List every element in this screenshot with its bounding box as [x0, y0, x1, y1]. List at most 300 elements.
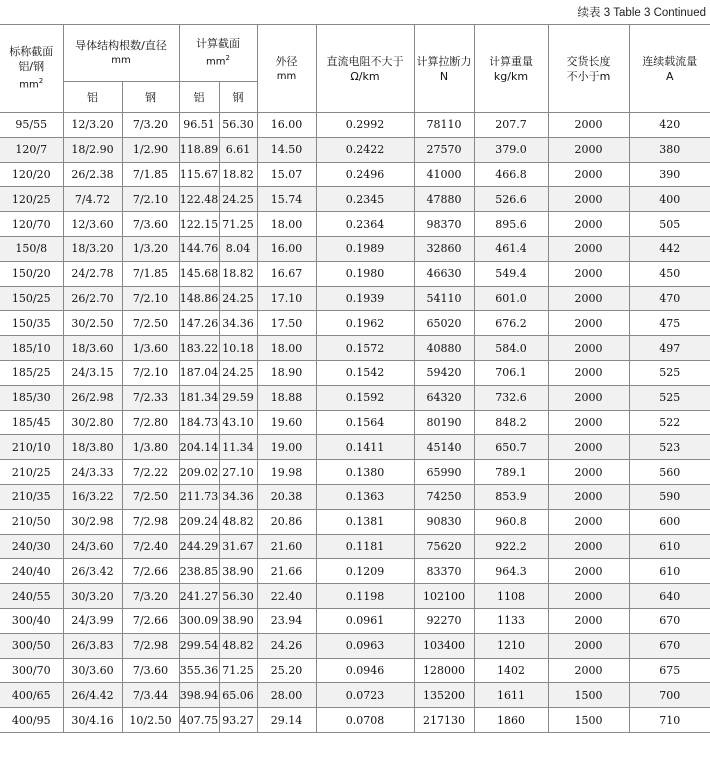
- cell-ampacity: 610: [629, 534, 710, 559]
- cell-tensile: 27570: [414, 137, 474, 162]
- cell-structure-al: 16/3.22: [63, 484, 122, 509]
- cell-diameter: 16.67: [257, 261, 316, 286]
- cell-delivery: 2000: [548, 137, 629, 162]
- cell-area-al: 238.85: [179, 559, 219, 584]
- header-calc-area: [179, 25, 257, 82]
- cell-weight: 1611: [474, 683, 548, 708]
- cell-diameter: 28.00: [257, 683, 316, 708]
- cell-delivery: 2000: [548, 410, 629, 435]
- cell-diameter: 19.98: [257, 460, 316, 485]
- cell-structure-steel: 7/3.60: [122, 658, 179, 683]
- cell-section: 120/70: [0, 212, 63, 237]
- header-resistance-unit: Ω/km: [350, 69, 380, 83]
- cell-structure-steel: 7/2.50: [122, 311, 179, 336]
- table-row: [0, 311, 710, 336]
- cell-ampacity: 675: [629, 658, 710, 683]
- cell-structure-steel: 7/2.10: [122, 360, 179, 385]
- cell-ampacity: 450: [629, 261, 710, 286]
- cell-resistance: 0.1939: [316, 286, 414, 311]
- cell-structure-al: 26/2.70: [63, 286, 122, 311]
- cell-resistance: 0.2364: [316, 212, 414, 237]
- cell-weight: 964.3: [474, 559, 548, 584]
- cell-structure-al: 30/2.98: [63, 509, 122, 534]
- cell-ampacity: 700: [629, 683, 710, 708]
- header-structure: [63, 25, 179, 82]
- cell-structure-al: 26/3.42: [63, 559, 122, 584]
- cell-weight: 1860: [474, 708, 548, 733]
- cell-resistance: 0.0961: [316, 608, 414, 633]
- cell-diameter: 16.00: [257, 236, 316, 261]
- cell-resistance: 0.1572: [316, 336, 414, 361]
- cell-tensile: 47880: [414, 187, 474, 212]
- cell-diameter: 14.50: [257, 137, 316, 162]
- header-calc-area-label: 计算截面: [196, 37, 240, 51]
- cell-area-al: 204.14: [179, 435, 219, 460]
- cell-section: 210/50: [0, 509, 63, 534]
- cell-structure-al: 26/2.38: [63, 162, 122, 187]
- cell-diameter: 18.00: [257, 212, 316, 237]
- cell-structure-steel: 1/2.90: [122, 137, 179, 162]
- cell-structure-steel: 7/2.40: [122, 534, 179, 559]
- cell-structure-al: 30/3.20: [63, 584, 122, 609]
- header-tensile: [414, 25, 474, 113]
- cell-tensile: 135200: [414, 683, 474, 708]
- cell-structure-al: 18/2.90: [63, 137, 122, 162]
- table-row: [0, 410, 710, 435]
- cell-section: 120/20: [0, 162, 63, 187]
- cell-resistance: 0.1380: [316, 460, 414, 485]
- cell-tensile: 92270: [414, 608, 474, 633]
- cell-area-al: 355.36: [179, 658, 219, 683]
- cell-section: 210/10: [0, 435, 63, 460]
- cell-area-steel: 24.25: [219, 360, 257, 385]
- table-row: [0, 360, 710, 385]
- cell-resistance: 0.1542: [316, 360, 414, 385]
- cell-section: 300/40: [0, 608, 63, 633]
- header-delivery: [548, 25, 629, 113]
- cell-section: 240/30: [0, 534, 63, 559]
- cell-delivery: 2000: [548, 360, 629, 385]
- cell-structure-steel: 7/3.44: [122, 683, 179, 708]
- cell-resistance: 0.1381: [316, 509, 414, 534]
- cell-delivery: 2000: [548, 385, 629, 410]
- cell-structure-steel: 7/2.10: [122, 187, 179, 212]
- cell-tensile: 74250: [414, 484, 474, 509]
- cell-structure-al: 7/4.72: [63, 187, 122, 212]
- cell-area-steel: 24.25: [219, 286, 257, 311]
- header-calc-area-al: 铝: [179, 82, 219, 113]
- cell-delivery: 2000: [548, 584, 629, 609]
- table-row: [0, 460, 710, 485]
- header-weight-unit: kg/km: [493, 69, 529, 83]
- cell-tensile: 64320: [414, 385, 474, 410]
- cell-tensile: 54110: [414, 286, 474, 311]
- cell-structure-al: 30/3.60: [63, 658, 122, 683]
- cell-weight: 1108: [474, 584, 548, 609]
- cell-resistance: 0.1592: [316, 385, 414, 410]
- cell-section: 400/95: [0, 708, 63, 733]
- cable-spec-table: [0, 24, 710, 733]
- cell-area-steel: 38.90: [219, 559, 257, 584]
- cell-tensile: 102100: [414, 584, 474, 609]
- cell-weight: 466.8: [474, 162, 548, 187]
- cell-diameter: 21.60: [257, 534, 316, 559]
- cell-section: 210/25: [0, 460, 63, 485]
- cell-tensile: 217130: [414, 708, 474, 733]
- cell-diameter: 18.00: [257, 336, 316, 361]
- cell-area-steel: 43.10: [219, 410, 257, 435]
- cell-delivery: 2000: [548, 261, 629, 286]
- cell-area-steel: 34.36: [219, 311, 257, 336]
- cell-area-steel: 93.27: [219, 708, 257, 733]
- table-row: [0, 212, 710, 237]
- cell-area-steel: 27.10: [219, 460, 257, 485]
- cell-weight: 706.1: [474, 360, 548, 385]
- cell-ampacity: 525: [629, 385, 710, 410]
- cell-area-al: 147.26: [179, 311, 219, 336]
- header-weight-label: 计算重量: [489, 54, 533, 68]
- cell-tensile: 46630: [414, 261, 474, 286]
- cell-structure-al: 30/2.50: [63, 311, 122, 336]
- header-section: [0, 25, 63, 113]
- header-section-line2: 铝/钢: [18, 60, 45, 74]
- cell-diameter: 29.14: [257, 708, 316, 733]
- cell-ampacity: 475: [629, 311, 710, 336]
- table-row: [0, 113, 710, 138]
- cell-weight: 789.1: [474, 460, 548, 485]
- cell-structure-al: 30/4.16: [63, 708, 122, 733]
- header-ampacity-label: 连续载流量: [642, 54, 698, 68]
- cell-area-al: 211.73: [179, 484, 219, 509]
- cell-structure-steel: 7/2.22: [122, 460, 179, 485]
- cell-resistance: 0.0708: [316, 708, 414, 733]
- header-section-unit: mm: [19, 79, 39, 91]
- cell-section: 95/55: [0, 113, 63, 138]
- cell-section: 185/25: [0, 360, 63, 385]
- cell-structure-al: 30/2.80: [63, 410, 122, 435]
- cell-ampacity: 400: [629, 187, 710, 212]
- cell-structure-al: 12/3.60: [63, 212, 122, 237]
- cell-diameter: 20.86: [257, 509, 316, 534]
- cell-tensile: 75620: [414, 534, 474, 559]
- header-ampacity: [629, 25, 710, 113]
- cell-area-steel: 8.04: [219, 236, 257, 261]
- cell-resistance: 0.1989: [316, 236, 414, 261]
- header-calc-area-unit: mm: [206, 56, 226, 68]
- table-row: [0, 708, 710, 733]
- cell-structure-al: 24/3.33: [63, 460, 122, 485]
- cell-resistance: 0.1411: [316, 435, 414, 460]
- cell-area-al: 299.54: [179, 633, 219, 658]
- cell-diameter: 19.00: [257, 435, 316, 460]
- cell-section: 120/7: [0, 137, 63, 162]
- table-row: [0, 435, 710, 460]
- cell-ampacity: 670: [629, 633, 710, 658]
- header-diameter-unit: mm: [276, 70, 297, 82]
- cell-resistance: 0.1564: [316, 410, 414, 435]
- cell-area-al: 115.67: [179, 162, 219, 187]
- cell-area-al: 183.22: [179, 336, 219, 361]
- cell-tensile: 59420: [414, 360, 474, 385]
- cell-ampacity: 640: [629, 584, 710, 609]
- cell-ampacity: 522: [629, 410, 710, 435]
- table-row: [0, 683, 710, 708]
- cell-structure-al: 26/2.98: [63, 385, 122, 410]
- cell-area-al: 144.76: [179, 236, 219, 261]
- cell-area-steel: 6.61: [219, 137, 257, 162]
- cell-structure-al: 18/3.60: [63, 336, 122, 361]
- table-row: [0, 261, 710, 286]
- cell-area-steel: 71.25: [219, 658, 257, 683]
- cell-weight: 650.7: [474, 435, 548, 460]
- cell-weight: 526.6: [474, 187, 548, 212]
- cell-delivery: 2000: [548, 336, 629, 361]
- cell-section: 300/70: [0, 658, 63, 683]
- cell-delivery: 2000: [548, 187, 629, 212]
- cell-diameter: 17.10: [257, 286, 316, 311]
- cell-section: 150/35: [0, 311, 63, 336]
- cell-resistance: 0.0723: [316, 683, 414, 708]
- cell-structure-al: 26/3.83: [63, 633, 122, 658]
- cell-ampacity: 610: [629, 559, 710, 584]
- cell-delivery: 2000: [548, 113, 629, 138]
- cell-diameter: 18.88: [257, 385, 316, 410]
- cell-structure-al: 26/4.42: [63, 683, 122, 708]
- table-row: [0, 137, 710, 162]
- cell-delivery: 2000: [548, 559, 629, 584]
- cell-weight: 601.0: [474, 286, 548, 311]
- cell-area-al: 187.04: [179, 360, 219, 385]
- cell-diameter: 18.90: [257, 360, 316, 385]
- table-row: [0, 336, 710, 361]
- cell-delivery: 2000: [548, 236, 629, 261]
- header-delivery-line1: 交货长度: [566, 54, 611, 68]
- cell-tensile: 65020: [414, 311, 474, 336]
- cell-ampacity: 523: [629, 435, 710, 460]
- cell-diameter: 24.26: [257, 633, 316, 658]
- cell-weight: 461.4: [474, 236, 548, 261]
- cell-area-al: 122.15: [179, 212, 219, 237]
- cell-weight: 207.7: [474, 113, 548, 138]
- cell-ampacity: 505: [629, 212, 710, 237]
- cell-structure-steel: 7/3.20: [122, 113, 179, 138]
- cell-delivery: 1500: [548, 683, 629, 708]
- cell-ampacity: 600: [629, 509, 710, 534]
- cell-area-al: 122.48: [179, 187, 219, 212]
- cell-ampacity: 590: [629, 484, 710, 509]
- cell-structure-steel: 7/2.98: [122, 633, 179, 658]
- cell-resistance: 0.1181: [316, 534, 414, 559]
- cell-area-al: 209.24: [179, 509, 219, 534]
- cell-section: 210/35: [0, 484, 63, 509]
- cell-resistance: 0.1980: [316, 261, 414, 286]
- cell-area-al: 398.94: [179, 683, 219, 708]
- cell-delivery: 2000: [548, 162, 629, 187]
- header-structure-al: 铝: [63, 82, 122, 113]
- cell-area-steel: 48.82: [219, 509, 257, 534]
- cell-diameter: 15.07: [257, 162, 316, 187]
- cell-diameter: 15.74: [257, 187, 316, 212]
- cell-section: 400/65: [0, 683, 63, 708]
- cell-area-steel: 10.18: [219, 336, 257, 361]
- header-structure-label: 导体结构根数/直径: [75, 39, 167, 52]
- table-row: [0, 608, 710, 633]
- cell-section: 150/8: [0, 236, 63, 261]
- cell-area-al: 407.75: [179, 708, 219, 733]
- cell-tensile: 45140: [414, 435, 474, 460]
- cell-delivery: 2000: [548, 460, 629, 485]
- table-row: [0, 534, 710, 559]
- cell-area-al: 184.73: [179, 410, 219, 435]
- cell-delivery: 2000: [548, 509, 629, 534]
- cell-structure-steel: 7/1.85: [122, 162, 179, 187]
- cell-weight: 960.8: [474, 509, 548, 534]
- cell-weight: 676.2: [474, 311, 548, 336]
- cell-delivery: 2000: [548, 311, 629, 336]
- cell-weight: 549.4: [474, 261, 548, 286]
- cell-tensile: 80190: [414, 410, 474, 435]
- cell-section: 150/25: [0, 286, 63, 311]
- cell-weight: 895.6: [474, 212, 548, 237]
- table-body: [0, 113, 710, 733]
- cell-structure-steel: 7/2.50: [122, 484, 179, 509]
- cell-structure-steel: 1/3.80: [122, 435, 179, 460]
- cell-area-steel: 38.90: [219, 608, 257, 633]
- cell-structure-steel: 1/3.20: [122, 236, 179, 261]
- cell-area-al: 96.51: [179, 113, 219, 138]
- cell-area-al: 118.89: [179, 137, 219, 162]
- cell-area-steel: 34.36: [219, 484, 257, 509]
- cell-tensile: 78110: [414, 113, 474, 138]
- cell-section: 185/45: [0, 410, 63, 435]
- cell-section: 240/55: [0, 584, 63, 609]
- cell-area-steel: 11.34: [219, 435, 257, 460]
- cell-diameter: 23.94: [257, 608, 316, 633]
- cell-delivery: 2000: [548, 608, 629, 633]
- cell-delivery: 2000: [548, 435, 629, 460]
- cell-structure-al: 18/3.20: [63, 236, 122, 261]
- cell-weight: 584.0: [474, 336, 548, 361]
- cell-delivery: 2000: [548, 286, 629, 311]
- cell-delivery: 2000: [548, 633, 629, 658]
- cell-area-steel: 24.25: [219, 187, 257, 212]
- header-resistance: [316, 25, 414, 113]
- cell-area-al: 300.09: [179, 608, 219, 633]
- cell-weight: 379.0: [474, 137, 548, 162]
- cell-structure-steel: 7/2.10: [122, 286, 179, 311]
- cell-tensile: 98370: [414, 212, 474, 237]
- cell-structure-steel: 10/2.50: [122, 708, 179, 733]
- header-resistance-label: 直流电阻不大于: [326, 54, 404, 68]
- header-structure-unit: mm: [111, 55, 131, 66]
- table-row: [0, 509, 710, 534]
- cell-area-al: 145.68: [179, 261, 219, 286]
- cell-resistance: 0.1198: [316, 584, 414, 609]
- header-weight: [474, 25, 548, 113]
- cell-area-steel: 18.82: [219, 162, 257, 187]
- cell-delivery: 1500: [548, 708, 629, 733]
- header-section-unit-sup: 2: [38, 77, 44, 86]
- cell-weight: 732.6: [474, 385, 548, 410]
- cell-tensile: 83370: [414, 559, 474, 584]
- table-row: [0, 236, 710, 261]
- table-row: [0, 633, 710, 658]
- table-row: [0, 162, 710, 187]
- cell-section: 120/25: [0, 187, 63, 212]
- cell-area-al: 148.86: [179, 286, 219, 311]
- cell-structure-steel: 7/3.20: [122, 584, 179, 609]
- cell-resistance: 0.1363: [316, 484, 414, 509]
- cell-structure-steel: 7/3.60: [122, 212, 179, 237]
- cell-delivery: 2000: [548, 212, 629, 237]
- header-tensile-label: 计算拉断力: [416, 54, 472, 68]
- cell-ampacity: 497: [629, 336, 710, 361]
- cell-delivery: 2000: [548, 658, 629, 683]
- cell-area-steel: 56.30: [219, 584, 257, 609]
- cell-structure-al: 24/3.60: [63, 534, 122, 559]
- cell-section: 185/10: [0, 336, 63, 361]
- cell-diameter: 16.00: [257, 113, 316, 138]
- cell-diameter: 19.60: [257, 410, 316, 435]
- cell-diameter: 20.38: [257, 484, 316, 509]
- header-diameter-label: 外径: [275, 54, 298, 68]
- cell-ampacity: 710: [629, 708, 710, 733]
- cell-diameter: 22.40: [257, 584, 316, 609]
- cell-delivery: 2000: [548, 484, 629, 509]
- cell-area-steel: 71.25: [219, 212, 257, 237]
- table-row: [0, 286, 710, 311]
- cell-weight: 1402: [474, 658, 548, 683]
- cell-structure-al: 12/3.20: [63, 113, 122, 138]
- cell-structure-al: 24/3.99: [63, 608, 122, 633]
- cell-resistance: 0.2345: [316, 187, 414, 212]
- header-ampacity-unit: A: [665, 69, 674, 83]
- cell-diameter: 25.20: [257, 658, 316, 683]
- cell-tensile: 103400: [414, 633, 474, 658]
- cell-section: 185/30: [0, 385, 63, 410]
- cell-area-steel: 31.67: [219, 534, 257, 559]
- cell-ampacity: 390: [629, 162, 710, 187]
- cell-ampacity: 670: [629, 608, 710, 633]
- cell-ampacity: 380: [629, 137, 710, 162]
- cell-resistance: 0.2496: [316, 162, 414, 187]
- cell-weight: 922.2: [474, 534, 548, 559]
- cell-ampacity: 525: [629, 360, 710, 385]
- cell-structure-steel: 7/2.33: [122, 385, 179, 410]
- cell-structure-steel: 7/2.66: [122, 608, 179, 633]
- cell-weight: 848.2: [474, 410, 548, 435]
- table-row: [0, 484, 710, 509]
- table-header: [0, 25, 710, 113]
- cell-area-steel: 48.82: [219, 633, 257, 658]
- cell-diameter: 21.66: [257, 559, 316, 584]
- cell-area-al: 209.02: [179, 460, 219, 485]
- cell-tensile: 128000: [414, 658, 474, 683]
- cell-resistance: 0.0963: [316, 633, 414, 658]
- header-delivery-line2: 不小于m: [566, 69, 611, 83]
- cell-section: 300/50: [0, 633, 63, 658]
- cell-diameter: 17.50: [257, 311, 316, 336]
- cell-section: 240/40: [0, 559, 63, 584]
- cell-structure-steel: 7/2.80: [122, 410, 179, 435]
- cell-area-steel: 65.06: [219, 683, 257, 708]
- cell-section: 150/20: [0, 261, 63, 286]
- header-calc-area-unit-sup: 2: [225, 54, 230, 63]
- cell-structure-al: 24/3.15: [63, 360, 122, 385]
- cell-area-steel: 18.82: [219, 261, 257, 286]
- header-diameter: [257, 25, 316, 113]
- cell-structure-steel: 1/3.60: [122, 336, 179, 361]
